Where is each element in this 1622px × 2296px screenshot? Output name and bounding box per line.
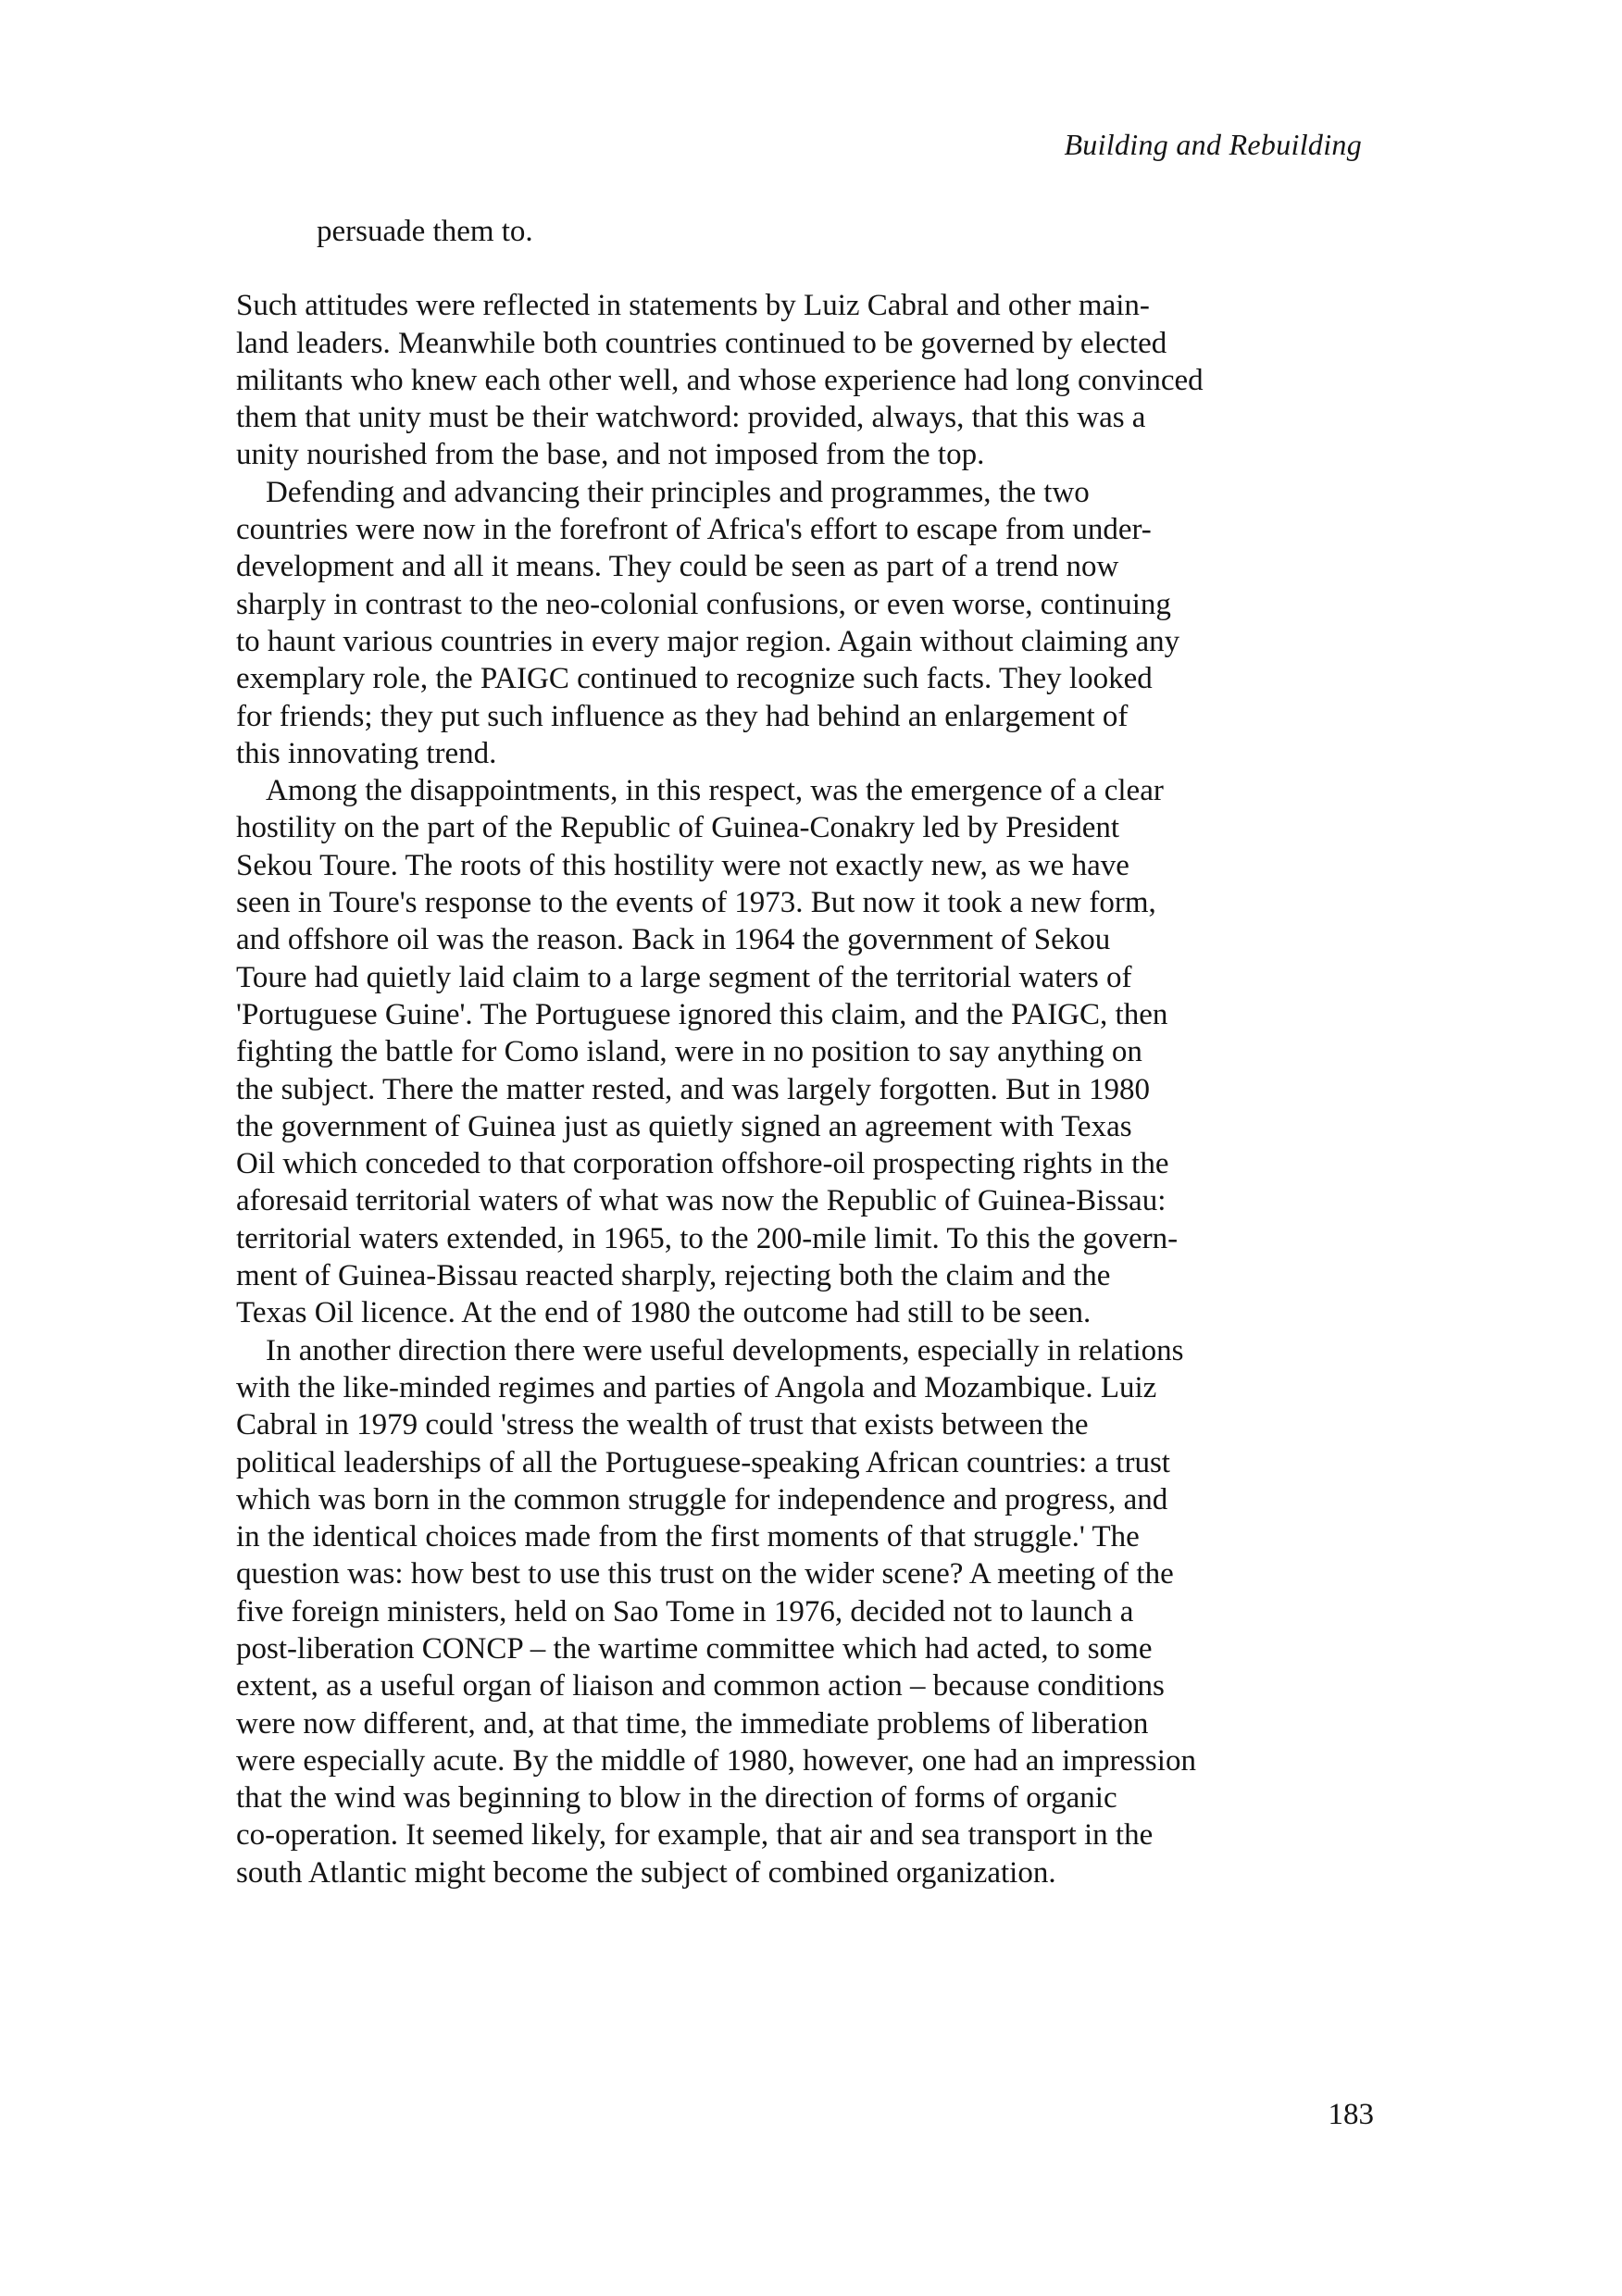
paragraph: In another direction there were useful developments, especially in relations with the like-minded regimes and parties of Angola and Mozambique. Luiz Cabral in 1979 could 'stress the wealth of trust that exists between the political leaderships of all the Portuguese-speaking African countries: a trust which was born in the common struggle for independence and progress, and in the identical choices made from the first moments of that struggle.' The question was: how best to use this trust on the wider scene? A meeting of the five foreign ministers, held on Sao Tome in 1976, decided not to launch a post-liberation CONCP – the wartime committee which had acted, to some extent, as a useful organ of liaison and common action – because conditions were now different, and, at that time, the immediate problems of liberation were especially acute. By the middle of 1980, however, one had an impression that the wind was beginning to blow in the direction of forms of organic co-operation. It seemed likely, for example, that air and sea transport in the south Atlantic might become the subject of combined organization.	[236, 1333, 1196, 1890]
paragraph: Such attitudes were reflected in statements by Luiz Cabral and other main- land leaders. Meanwhile both countries continued to be governed by elected militants who knew each other well, and whose experience had long convinced them that unity must be their watchword: provided, always, that this was a unity nourished from the base, and not imposed from the top.	[236, 289, 1204, 472]
running-head: Building and Rebuilding	[1064, 128, 1362, 161]
paragraph: Among the disappointments, in this respect, was the emergence of a clear hostility on the part of the Republic of Guinea-Conakry led by President Sekou Toure. The roots of this hostility were not exactly new, as we have seen in Toure's response to the events of 1973. But now it took a new form, and offshore oil was the reason. Back in 1964 the government of Sekou Toure had quietly laid claim to a large segment of the territorial waters of 'Portuguese Guine'. The Portuguese ignored this claim, and the PAIGC, then fighting the battle for Como island, were in no position to say anything on the subject. There the matter rested, and was largely forgotten. But in 1980 the government of Guinea just as quietly signed an agreement with Texas Oil which conceded to that corporation offshore-oil prospecting rights in the aforesaid territorial waters of what was now the Republic of Guinea-Bissau: territorial waters extended, in 1965, to the 200-mile limit. To this the govern- ment of Guinea-Bissau reacted sharply, rejecting both the claim and the Texas Oil licence. At the end of 1980 the outcome had still to be seen.	[236, 774, 1179, 1330]
paragraph: Defending and advancing their principles and programmes, the two countries were now in the forefront of Africa's effort to escape from under- development and all it means. They could be seen as part of a trend now sharply in contrast to the neo-colonial confusions, or even worse, continuing to haunt various countries in every major region. Again without claiming any exemplary role, the PAIGC continued to recognize such facts. They looked for friends; they put such influence as they had behind an enlargement of this innovating trend.	[236, 475, 1180, 770]
page-number: 183	[1328, 2098, 1374, 2131]
body-text	[236, 213, 1377, 1891]
paragraph-continued: persuade them to.	[317, 215, 533, 248]
